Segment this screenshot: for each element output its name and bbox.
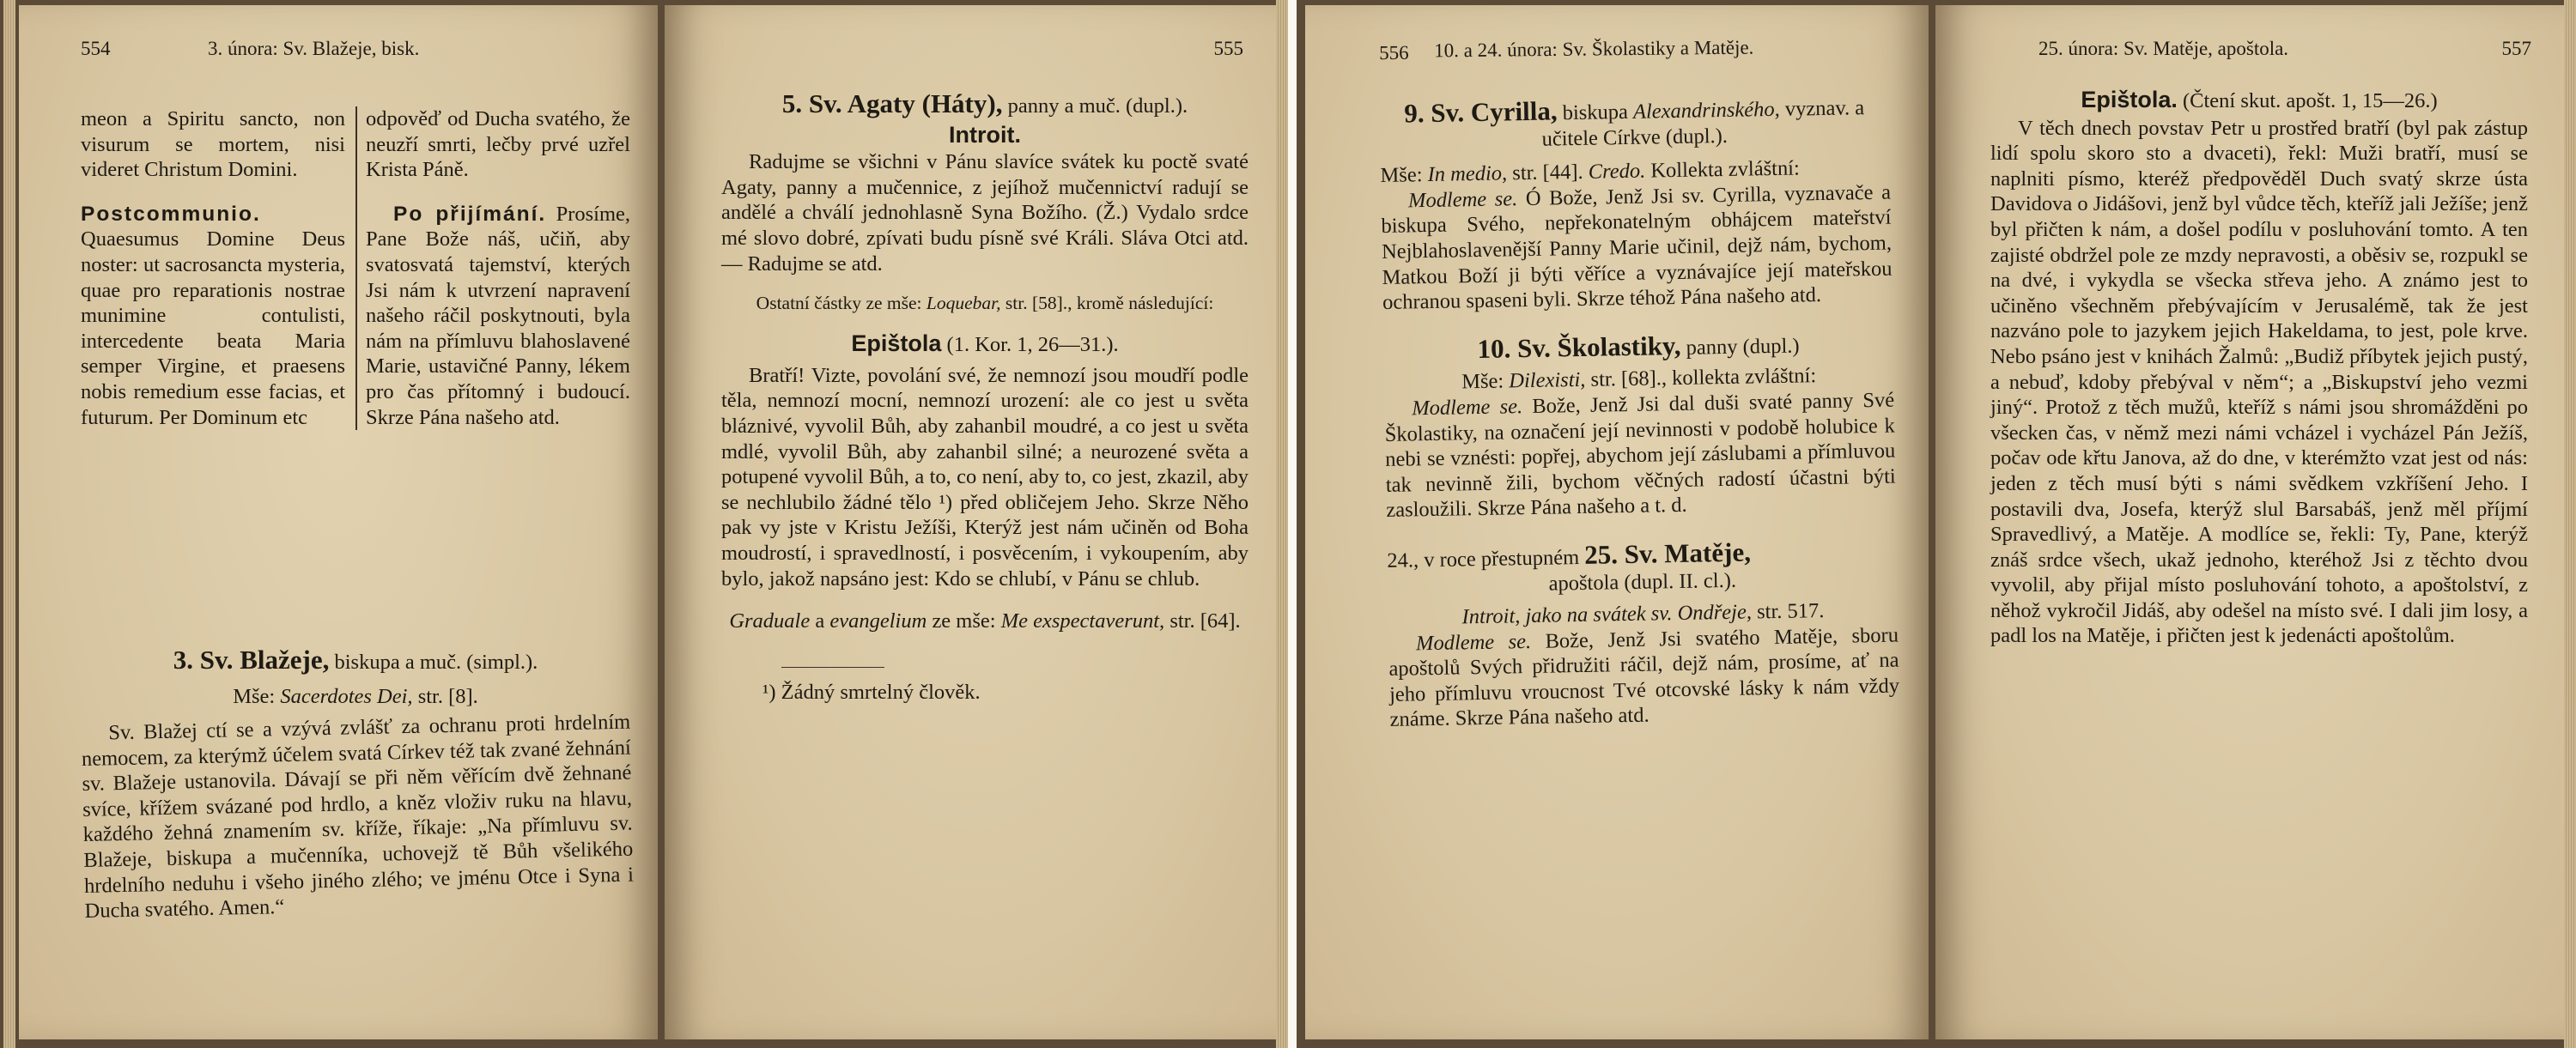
page-number: 556	[1379, 41, 1409, 64]
modleme-label: Modleme se.	[1415, 629, 1532, 656]
modleme-label: Modleme se.	[1407, 186, 1518, 213]
introit-text: Radujme se všichni v Pánu slavíce svátek ku poctě svaté Agaty, panny a mučennice, z jejíhož mučennictví radují se andělé a chválí jednohlasně Syna Božího. (Ž.) Vydalo srdce mé slovo dobré, zpívati budu písně své Králi. Sláva Otci atd. — Radujme se atd.	[721, 150, 1249, 276]
page-edge-left	[3, 0, 15, 1048]
running-head-556	[1305, 31, 1929, 67]
czech-column	[362, 106, 630, 430]
book-spread-right	[1297, 0, 2576, 1048]
epistola-reference: (1. Kor. 1, 26—31.).	[946, 333, 1119, 357]
mass-page: str. [68]., kollekta zvláštní:	[1590, 364, 1817, 392]
credo: Credo.	[1588, 159, 1646, 184]
mass-reference	[81, 684, 630, 710]
page-number: 555	[1213, 38, 1243, 59]
epistola-heading	[1990, 88, 2528, 114]
graduale-word: Graduale	[729, 609, 811, 633]
footnote: ¹) Žádný smrtelný člověk.	[762, 680, 981, 704]
running-head-557	[1935, 38, 2567, 67]
feast-title: 9. Sv. Cyrilla,	[1403, 95, 1558, 129]
mass-incipit: Dilexisti,	[1509, 368, 1586, 393]
feast-see: Alexandrinského,	[1632, 97, 1781, 124]
page-557	[1935, 5, 2567, 1039]
mass-label: Mše:	[1461, 369, 1504, 394]
mass-incipit: Sacerdotes Dei,	[280, 684, 413, 708]
po-prijimani-heading: Po přijímání.	[393, 202, 547, 226]
running-head-554	[19, 38, 658, 67]
postcommunio-text: Quaesumus Domine Deus noster: ut sacrosancta mysteria, quae pro reparationis nostrae munimine contulisti, intercedente beata Maria semper Virgine, et praesens nobis remedium esse facias, et futurum. Per Dominum etc	[81, 227, 345, 429]
feast-rank: biskupa a muč. (simpl.).	[334, 651, 538, 674]
blazej-section	[81, 645, 635, 924]
latin-continuation: meon a Spiritu sancto, non visurum se mortem, nisi videret Christum Domini.	[81, 107, 345, 182]
page-edge-right	[1276, 0, 1288, 1048]
ostatni-incipit: Loquebar,	[926, 293, 1001, 314]
page-556	[1305, 5, 1929, 1039]
page-554	[19, 5, 658, 1039]
footnote-rule	[781, 667, 884, 668]
epistola-title: Epištola	[851, 330, 942, 357]
graduale-mid: ze mše:	[932, 609, 996, 633]
mass-label: Mše:	[1380, 163, 1423, 188]
czech-continuation: odpověď od Ducha svatého, že neuzří smrti, lečby prvé uzřel Krista Páně.	[366, 107, 630, 182]
running-title: 25. února: Sv. Matěje, apoštola.	[2038, 38, 2289, 59]
postcommunio-heading: Postcommunio.	[81, 202, 261, 226]
graduale-page: str. [64].	[1170, 609, 1241, 633]
ostatni-label: Ostatní částky ze mše:	[756, 293, 922, 314]
column-divider	[355, 106, 357, 430]
introit-page: str. 517.	[1756, 599, 1825, 624]
skolastika-prayer	[1384, 388, 1896, 524]
feast-title: 10. Sv. Školastiky,	[1477, 330, 1681, 364]
skolastika-heading	[1383, 329, 1893, 366]
po-prijimani-text: Prosíme, Pane Bože náš, učiň, aby svatosvatá tajemství, kterých Jsi nám k utvrzení napravení našeho ráčil poskytnouti, byla nám na přímluvu blahoslavené Marie, ustavičné Panny, lékem pro čas přítomný i budoucí. Skrze Pána našeho atd.	[366, 202, 630, 429]
mass-page: str. [8].	[417, 684, 478, 708]
matej-epistola	[1990, 88, 2528, 649]
introit-heading: Introit.	[949, 121, 1021, 148]
running-head-555	[665, 38, 1281, 67]
postcommunio-paragraph	[81, 202, 345, 430]
scan-gap	[1288, 0, 1297, 1048]
feast-rank: panny (dupl.)	[1686, 334, 1800, 360]
leap-year-note: 24., v roce přestupném	[1387, 545, 1580, 572]
graduale-incipit: Me exspectaverunt,	[1000, 609, 1165, 633]
cyrill-section	[1379, 93, 1900, 733]
skolastika-text: Bože, Jenž Jsi dal duši svaté panny Své Školastiky, na označení její nevinnosti v podobě holubice k nebi se vznésti: popřej, abychom její záslubami a přímluvou tak nevinně žili, bychom věčných radostí účastni býti zasloužili. Skrze Pána našeho a t. d.	[1384, 388, 1896, 523]
feast-heading	[721, 88, 1249, 119]
running-title: 3. února: Sv. Blažeje, bisk.	[208, 38, 420, 59]
evangelium-word: evangelium	[829, 609, 927, 633]
epistola-text: Bratří! Vizte, povolání své, že nemnozí jsou moudří podle těla, nemnozí mocní, nemnozí urození: ale co jest u světa bláznivé, vyvolil Bůh, aby zahanbil moudré, a co jest u světa mdlé, vyvolil Bůh, aby zahanbil silné; a neurozené světa a potupené vyvolil Bůh, a to, co není, aby to, co jest, zkazil, aby se nechlubilo žádné tělo ¹) před obličejem Jeho. Skrze Něho pak vy jste v Kristu Ježíši, Kterýž jest nám učiněn od Boha moudrostí, i spravedlností, i posvěcením, i vykoupením, aby bylo, jakož napsáno jest: Kdo se chlubí, v Pánu se chlub.	[721, 363, 1249, 591]
introit-note: Introit, jako na svátek sv. Ondřeje,	[1461, 600, 1753, 629]
feast-heading	[81, 647, 630, 675]
page-edge-right	[2564, 0, 2576, 1048]
cyrill-prayer	[1381, 179, 1893, 315]
feast-rank: biskupa	[1562, 100, 1629, 125]
graduale-note	[721, 609, 1249, 634]
epistola-reference: (Čtení skut. apošt. 1, 15—26.)	[2182, 89, 2438, 112]
two-column-block	[81, 106, 630, 430]
ostatni-rest: str. [58]., kromě následující:	[1005, 293, 1214, 314]
blazej-body: Sv. Blažej ctí se a vzývá zvlášť za ochranu proti hrdelním nemocem, za kterýmž účelem svatá Církev též tak zvané žehnání sv. Blažeje ustanovila. Dávají se při něm věřícím dvě žehnané svíce, křížem svázané pod hrdlo, a kněz vloživ ruku na hlavu, každého žehná znamením sv. kříže, říkaje: „Na přímluvu sv. Blažeje, biskupa a mučenníka, uchovejž tě Bůh všelikého hrdelního neduhu i všeho jiného zlého; ve jménu Otce i Syna i Ducha svatého. Amen.“	[81, 710, 635, 924]
feast-rank-2: vyznav. a učitele Církve (dupl.).	[1541, 96, 1865, 151]
epistola-heading	[721, 331, 1249, 358]
modleme-label: Modleme se.	[1412, 395, 1523, 421]
running-title: 10. a 24. února: Sv. Školastiky a Matěje.	[1434, 36, 1754, 62]
epistola-title: Epištola.	[2081, 87, 2178, 112]
matej-text: Bože, Jenž Jsi svatého Matěje, sboru apoštolů Svých přidružiti ráčil, dejž nám, prosíme, ať na jeho přímluvu vroucnost Tvé otcovské lásky k nám vždy známe. Skrze Pána našeho atd.	[1388, 623, 1900, 732]
feast-title: 3. Sv. Blažeje,	[173, 645, 330, 675]
latin-column	[81, 106, 350, 430]
matej-rank: apoštola (dupl. II. cl.).	[1548, 568, 1737, 596]
kollekta-label: Kollekta zvláštní:	[1650, 156, 1801, 183]
po-prijimani-paragraph	[366, 202, 630, 430]
ostatni-note	[721, 292, 1249, 314]
feast-heading	[1379, 93, 1890, 155]
feast-rank: panny a muč. (dupl.).	[1007, 94, 1188, 118]
mass-page: str. [44].	[1512, 161, 1583, 185]
agata-section	[721, 88, 1249, 705]
feast-title: 5. Sv. Agaty (Háty),	[781, 88, 1003, 118]
feast-title: 25. Sv. Matěje,	[1583, 536, 1752, 570]
page-555	[665, 5, 1281, 1039]
mass-incipit: In medio,	[1427, 161, 1508, 187]
graduale-conj: a	[815, 609, 825, 633]
epistola-text: V těch dnech povstav Petr u prostřed bratří (byl pak zástup lidí spolu skoro sto a dvaceti), řekl: Muži bratří, musí se naplniti písmo, kteréž předpověděl Duch svatý skrze ústa Davidova o Jidášovi, jenž byl vůdce těch, kteříž jali Ježíše; jenž byl přičten k nám, a došel podílu v posluhování tomto. A ten zajisté obdržel pole ze mzdy nepravosti, a oběsiv se, rozpukl se na dvé, i vykydla se všecka střeva jeho. A známo jest to učiněno všechněm přebývajícím v Jerusalémě, tak že jest nazváno pole to jazykem jejich Hakeldama, to jest, pole krve. Nebo psáno jest v knihách Žalmů: „Budiž příbytek jejich pustý, a nebuď, kdoby přebýval v něm“; a „Biskupství jeho vezmi jiný“. Protož z těch mužů, kteříž s námi jsou shromážděni po všecken čas, v němž mezi námi vcházel i vycházel Pán Ježíš, počav ode křtu Janova, až do dne, v kterémžto vzat jest od nás: jeden z těch musí býti s námi svědkem vzkříšení Jeho. I postavili dva, Josefa, kterýž slul Barsabáš, jenž měl příjmí Spravedlivý, a Matěje. A modlíce se, řekli: Ty, Pane, kterýž znáš srdce všech, ukaž jednoho, kteréhož Jsi z těchto dvou vyvolil, aby přijal místo posluhování tohoto, a apoštolství, z něhož vykročil Jidáš, aby odešel na místo své. I dali jim losy, a padl los na Matěje, i přičten jest k jedenácti apoštolům.	[1990, 116, 2528, 648]
page-number: 554	[81, 38, 111, 59]
page-number: 557	[2501, 38, 2531, 59]
cyrill-text: Ó Bože, Jenž Jsi sv. Cyrilla, vyznavače a biskupa Svého, nepřekonatelným obhájcem mateřství Nejblahoslavenější Panny Marie učinil, dejž nám, bychom, Matkou Boží ji býti věříce a vyznávajíce její mateřskou ochranou spaseni byli. Skrze téhož Pána našeho atd.	[1381, 180, 1893, 315]
mass-label: Mše:	[233, 684, 276, 708]
matej-prayer	[1388, 622, 1900, 733]
